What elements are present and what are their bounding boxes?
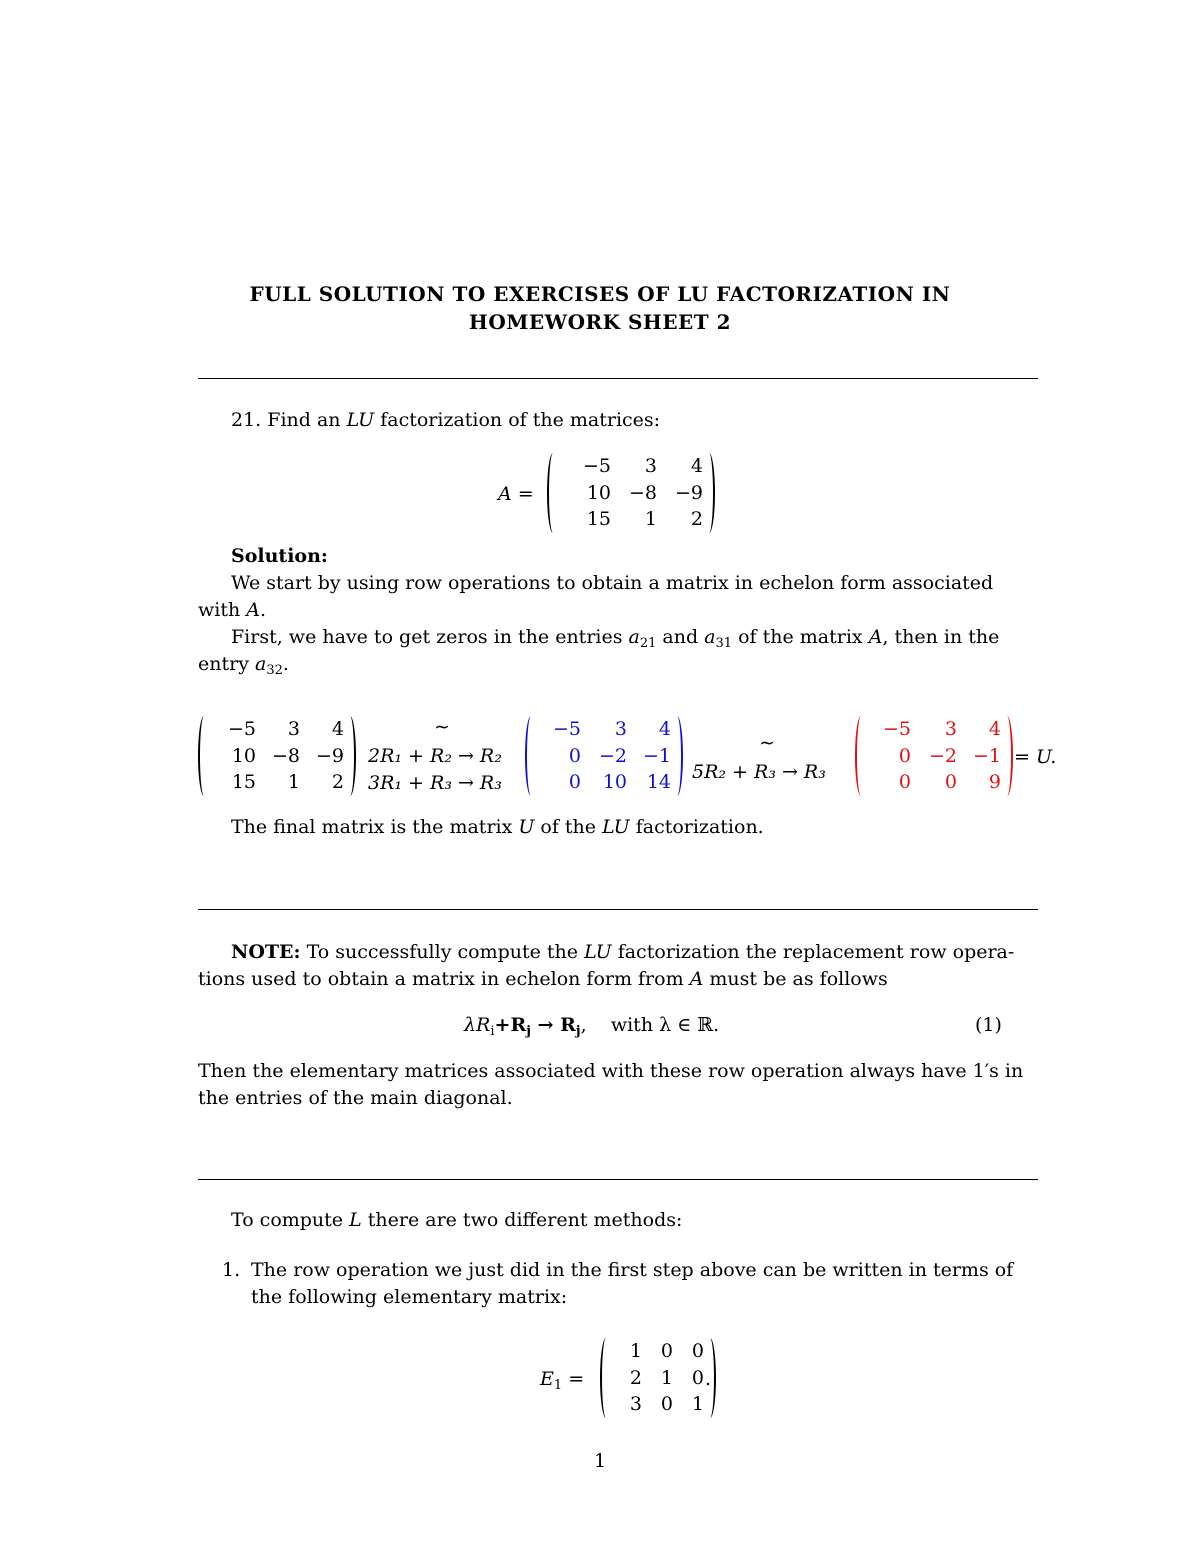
matrix-cell: 0 [660, 1393, 673, 1416]
matrix-a [547, 453, 715, 533]
p1-text: with [198, 599, 247, 621]
matrix-cell: 2 [331, 771, 344, 794]
matrix-u [855, 716, 1013, 796]
matrix-cell: 3 [944, 718, 957, 740]
matrix-cell: 0 [660, 1340, 673, 1362]
matrix-cell: 1 [644, 508, 657, 531]
matrix-cell: −8 [628, 481, 657, 504]
sub-32: 32 [266, 663, 283, 678]
matrix-cell: 10 [586, 481, 611, 504]
matrix-cell: −5 [227, 718, 256, 740]
left-paren [198, 716, 210, 796]
prompt-pre: Find an [267, 409, 347, 431]
matrix-cell: 2 [629, 1366, 642, 1389]
row-op-1a: 2R₁ + R₂ → R₂ [368, 745, 502, 767]
matrix-cell: 14 [646, 771, 671, 794]
note-text: factorization the replacement row opera- [611, 941, 1015, 963]
matrix-cell: 1 [287, 771, 300, 794]
entry-a: a [254, 653, 267, 675]
matrix-cell: 10 [602, 771, 627, 794]
p2-entry: entry [198, 653, 255, 675]
matrix-cell: 0 [898, 744, 911, 767]
matrix-cell: 3 [644, 455, 657, 477]
methods-l: L [349, 1209, 362, 1231]
note-line2 [198, 966, 888, 993]
sub-21: 21 [639, 636, 657, 651]
matrix-cell: −9 [315, 744, 344, 767]
list-item-number: 1. [222, 1259, 241, 1281]
final-lu: LU [602, 816, 630, 838]
sub-31: 31 [715, 636, 733, 651]
matrix-cell: 15 [231, 771, 256, 794]
right-paren [703, 453, 715, 533]
final-sentence [231, 814, 764, 841]
methods-pre: To compute [231, 1209, 350, 1231]
solution-p1-line1: We start by using row operations to obtain a matrix in echelon form associated [231, 572, 994, 594]
matrix-cell: 1 [660, 1366, 673, 1389]
matrix-cell: −5 [882, 718, 911, 740]
divider-middle [198, 909, 1038, 910]
left-paren [600, 1338, 612, 1418]
divider-top [198, 378, 1038, 379]
matrix-cell: 0 [691, 1340, 704, 1362]
row-op-2: 5R₂ + R₃ → R₃ [692, 761, 826, 783]
final-post: factorization. [629, 816, 764, 838]
matrix-a-label: A = [498, 483, 534, 505]
solution-p2-line1 [231, 624, 999, 657]
note-text: tions used to obtain a matrix in echelon form from [198, 968, 690, 990]
left-paren [525, 716, 537, 796]
row-op-1b: 3R₁ + R₃ → R₃ [368, 772, 502, 794]
equals-u: = U. [1014, 746, 1057, 768]
matrix-cell: 0 [568, 744, 581, 767]
matrix-cell: 4 [988, 718, 1001, 740]
methods-post: there are two different methods: [361, 1209, 683, 1231]
note-var-a: A [689, 968, 704, 990]
tilde-2: ∼ [759, 732, 775, 754]
formula-sub-i: i [490, 1024, 495, 1039]
entry-a: a [628, 626, 640, 648]
final-mid: of the [534, 816, 603, 838]
list-item-line1: The row operation we just did in the first step above can be written in terms of [251, 1259, 1014, 1281]
matrix-cell: −1 [972, 744, 1001, 767]
e1-label [540, 1366, 584, 1399]
solution-heading: Solution: [231, 545, 328, 567]
note-formula [464, 1012, 719, 1045]
exercise-number: 21. [231, 409, 262, 431]
matrix-cell: 1 [691, 1393, 704, 1416]
right-paren [344, 716, 356, 796]
right-paren [671, 716, 683, 796]
exercise-prompt [231, 407, 660, 434]
matrix-step1 [525, 716, 683, 796]
matrix-cell: 0 [691, 1366, 704, 1389]
matrix-cell: 0 [898, 771, 911, 794]
formula-sub-j: j [526, 1024, 531, 1039]
note-line3: Then the elementary matrices associated with these row operation always have 1′s in [198, 1060, 1024, 1082]
matrix-cell: 15 [586, 508, 611, 531]
formula-plus-r: +R [494, 1014, 527, 1036]
page-number: 1 [594, 1450, 607, 1472]
final-pre: The final matrix is the matrix [231, 816, 519, 838]
note-lu: LU [584, 941, 612, 963]
p2-and: and [656, 626, 705, 648]
formula-with: , with λ ∈ ℝ. [580, 1014, 720, 1036]
matrix-cell: 3 [629, 1393, 642, 1416]
note-line1 [231, 939, 1014, 966]
matrix-cell: 10 [231, 744, 256, 767]
divider-bottom [198, 1179, 1038, 1180]
p2-then: , then in the [882, 626, 1000, 648]
matrix-cell: 9 [988, 771, 1001, 794]
matrix-cell: −2 [598, 744, 627, 767]
note-text: must be as follows [703, 968, 888, 990]
note-line4: the entries of the main diagonal. [198, 1087, 513, 1109]
matrix-cell: −5 [552, 718, 581, 740]
page-title-line1: FULL SOLUTION TO EXERCISES OF LU FACTORIZATION IN [249, 282, 951, 306]
e1-letter: E [540, 1368, 554, 1390]
solution-p2-line2 [198, 651, 289, 684]
matrix-cell: 0 [944, 771, 957, 794]
formula-arrow-r: → R [530, 1014, 576, 1036]
matrix-cell: 0 [568, 771, 581, 794]
matrix-cell: −8 [271, 744, 300, 767]
p2-of: of the matrix [732, 626, 869, 648]
p2-text: First, we have to get zeros in the entries [231, 626, 629, 648]
note-label: NOTE: [231, 941, 301, 963]
matrix-cell: −1 [642, 744, 671, 767]
e1-period: . [705, 1368, 712, 1390]
prompt-post: factorization of the matrices: [374, 409, 661, 431]
formula-lambda-r: λR [464, 1014, 491, 1036]
tilde-1: ∼ [434, 716, 450, 738]
right-paren [1001, 716, 1013, 796]
methods-intro [231, 1207, 682, 1234]
matrix-cell: −9 [674, 481, 703, 504]
e1-sub: 1 [553, 1378, 563, 1393]
left-paren [547, 453, 559, 533]
matrix-cell: 3 [614, 718, 627, 740]
p2-period: . [282, 653, 289, 675]
matrix-cell: 3 [287, 718, 300, 740]
p2-var-a: A [868, 626, 883, 648]
list-item-line2: the following elementary matrix: [251, 1286, 568, 1308]
solution-p1-line2 [198, 597, 266, 624]
matrix-e1 [600, 1338, 716, 1418]
p1-period: . [260, 599, 267, 621]
matrix-cell: 4 [331, 718, 344, 740]
matrix-cell: 4 [690, 455, 703, 477]
note-text: To successfully compute the [300, 941, 585, 963]
e1-equals: = [562, 1368, 585, 1390]
equation-number: (1) [975, 1014, 1002, 1036]
p1-var-a: A [246, 599, 260, 621]
matrix-cell: −5 [582, 455, 611, 477]
prompt-lu: LU [346, 409, 375, 431]
entry-a: a [704, 626, 716, 648]
matrix-cell: 4 [658, 718, 671, 740]
matrix-original [198, 716, 356, 796]
page-title-line2: HOMEWORK SHEET 2 [468, 310, 732, 334]
matrix-cell: 2 [690, 508, 703, 531]
matrix-cell: 1 [629, 1340, 642, 1362]
matrix-cell: −2 [928, 744, 957, 767]
final-u: U [518, 816, 535, 838]
formula-sub-j2: j [575, 1024, 581, 1039]
left-paren [855, 716, 867, 796]
